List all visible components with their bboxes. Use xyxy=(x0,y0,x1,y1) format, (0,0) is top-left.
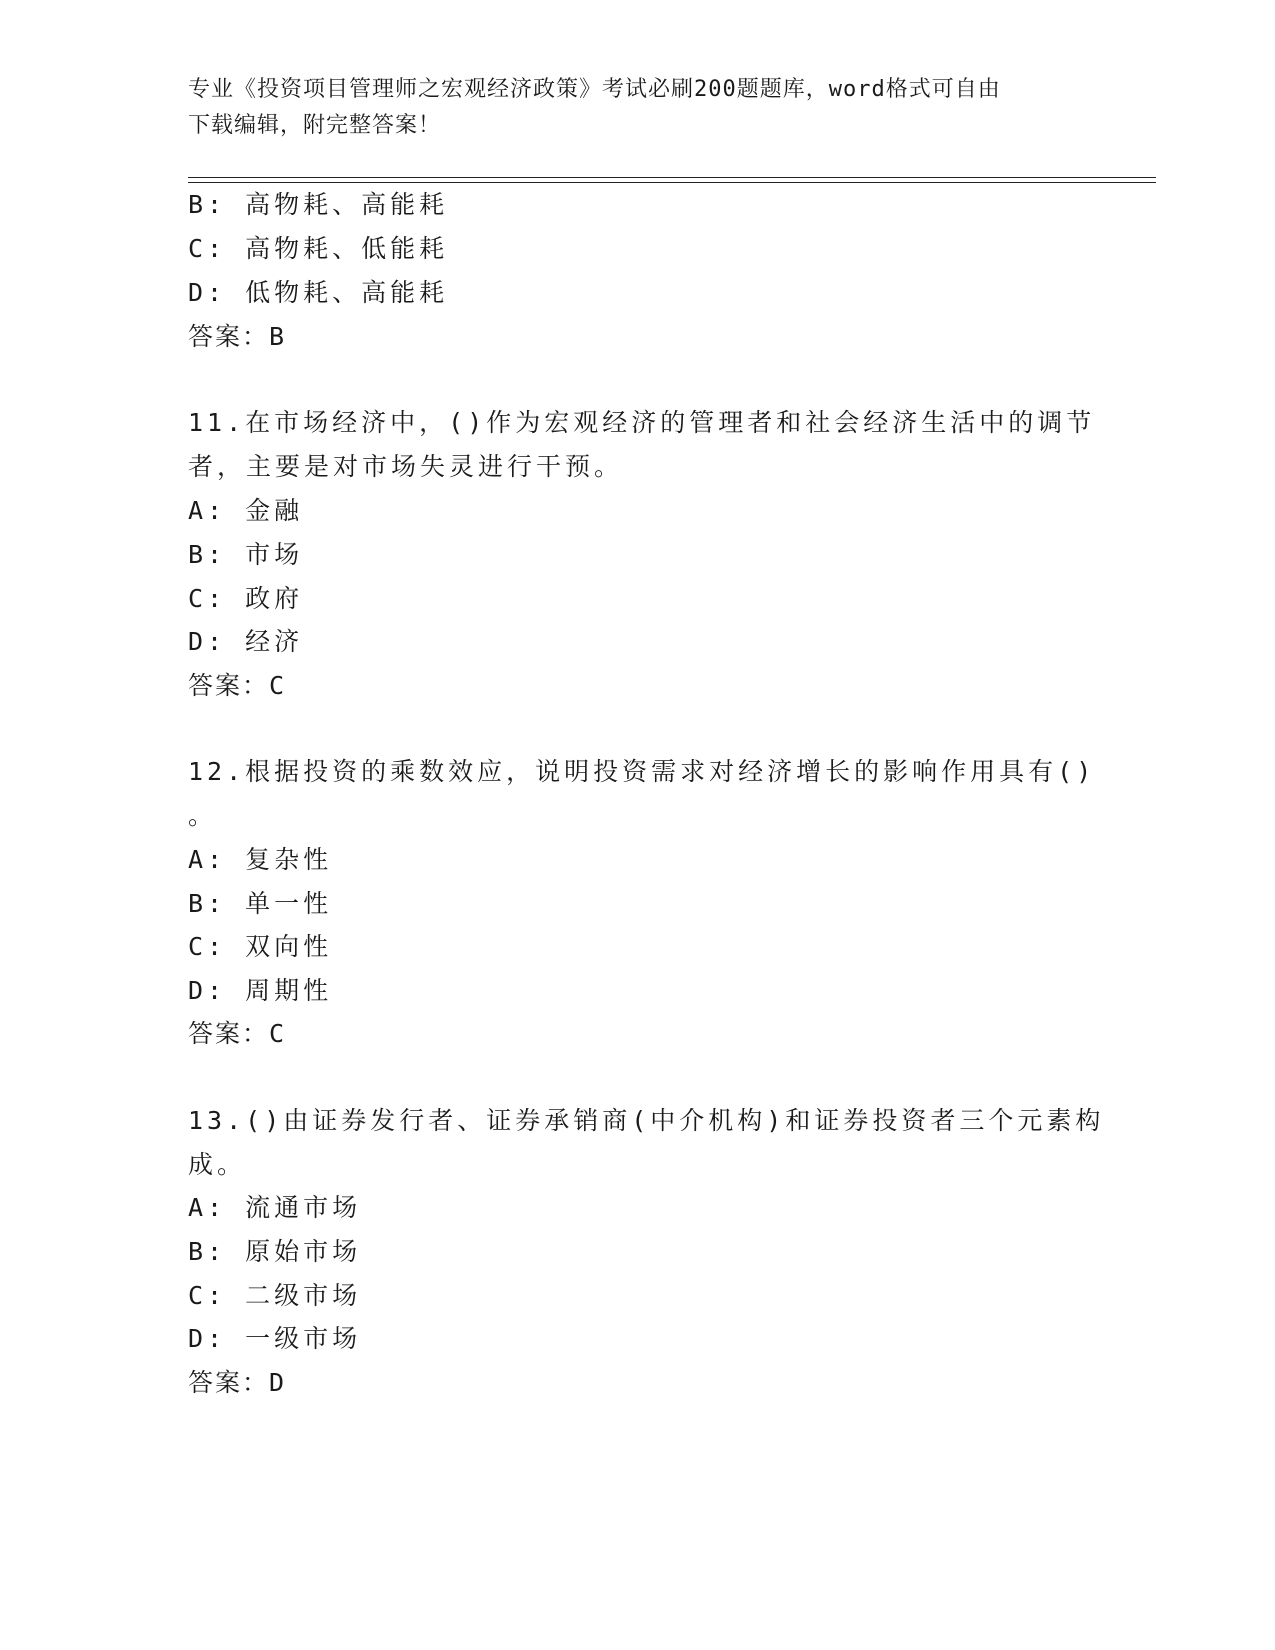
q11-option-d: D: 经济 xyxy=(188,627,304,656)
header-line-1: 专业《投资项目管理师之宏观经济政策》考试必刷200题题库，word格式可自由 xyxy=(188,77,1001,102)
q12-option-a: A: 复杂性 xyxy=(188,845,333,874)
q13-option-d: D: 一级市场 xyxy=(188,1324,362,1353)
q12-text-line-1: 12.根据投资的乘数效应，说明投资需求对经济增长的影响作用具有() xyxy=(188,757,1096,786)
header-rule-bottom xyxy=(188,182,1156,183)
q13-answer: 答案：D xyxy=(188,1368,287,1397)
q11-text-line-1: 11.在市场经济中，()作为宏观经济的管理者和社会经济生活中的调节 xyxy=(188,408,1096,437)
q13-text-line-1: 13.()由证券发行者、证券承销商(中介机构)和证券投资者三个元素构 xyxy=(188,1106,1105,1135)
q11-option-b: B: 市场 xyxy=(188,540,304,569)
q12-option-b: B: 单一性 xyxy=(188,889,333,918)
q10-option-b: B: 高物耗、高能耗 xyxy=(188,190,449,219)
q13-option-c: C: 二级市场 xyxy=(188,1281,362,1310)
q12-text-line-2: 。 xyxy=(188,801,218,830)
q13-option-b: B: 原始市场 xyxy=(188,1237,362,1266)
q13-text-line-2: 成。 xyxy=(188,1150,247,1179)
q11-option-c: C: 政府 xyxy=(188,584,304,613)
q10-answer: 答案：B xyxy=(188,322,287,351)
header-rule-top xyxy=(188,177,1156,178)
q11-text-line-2: 者，主要是对市场失灵进行干预。 xyxy=(188,452,624,481)
q12-answer: 答案：C xyxy=(188,1019,287,1048)
q12-option-c: C: 双向性 xyxy=(188,932,333,961)
q10-option-d: D: 低物耗、高能耗 xyxy=(188,278,449,307)
q10-option-c: C: 高物耗、低能耗 xyxy=(188,234,449,263)
q11-option-a: A: 金融 xyxy=(188,496,304,525)
q12-option-d: D: 周期性 xyxy=(188,976,333,1005)
q13-option-a: A: 流通市场 xyxy=(188,1193,362,1222)
document-header xyxy=(188,72,1088,144)
header-line-2: 下载编辑，附完整答案！ xyxy=(188,113,442,138)
q11-answer: 答案：C xyxy=(188,671,287,700)
